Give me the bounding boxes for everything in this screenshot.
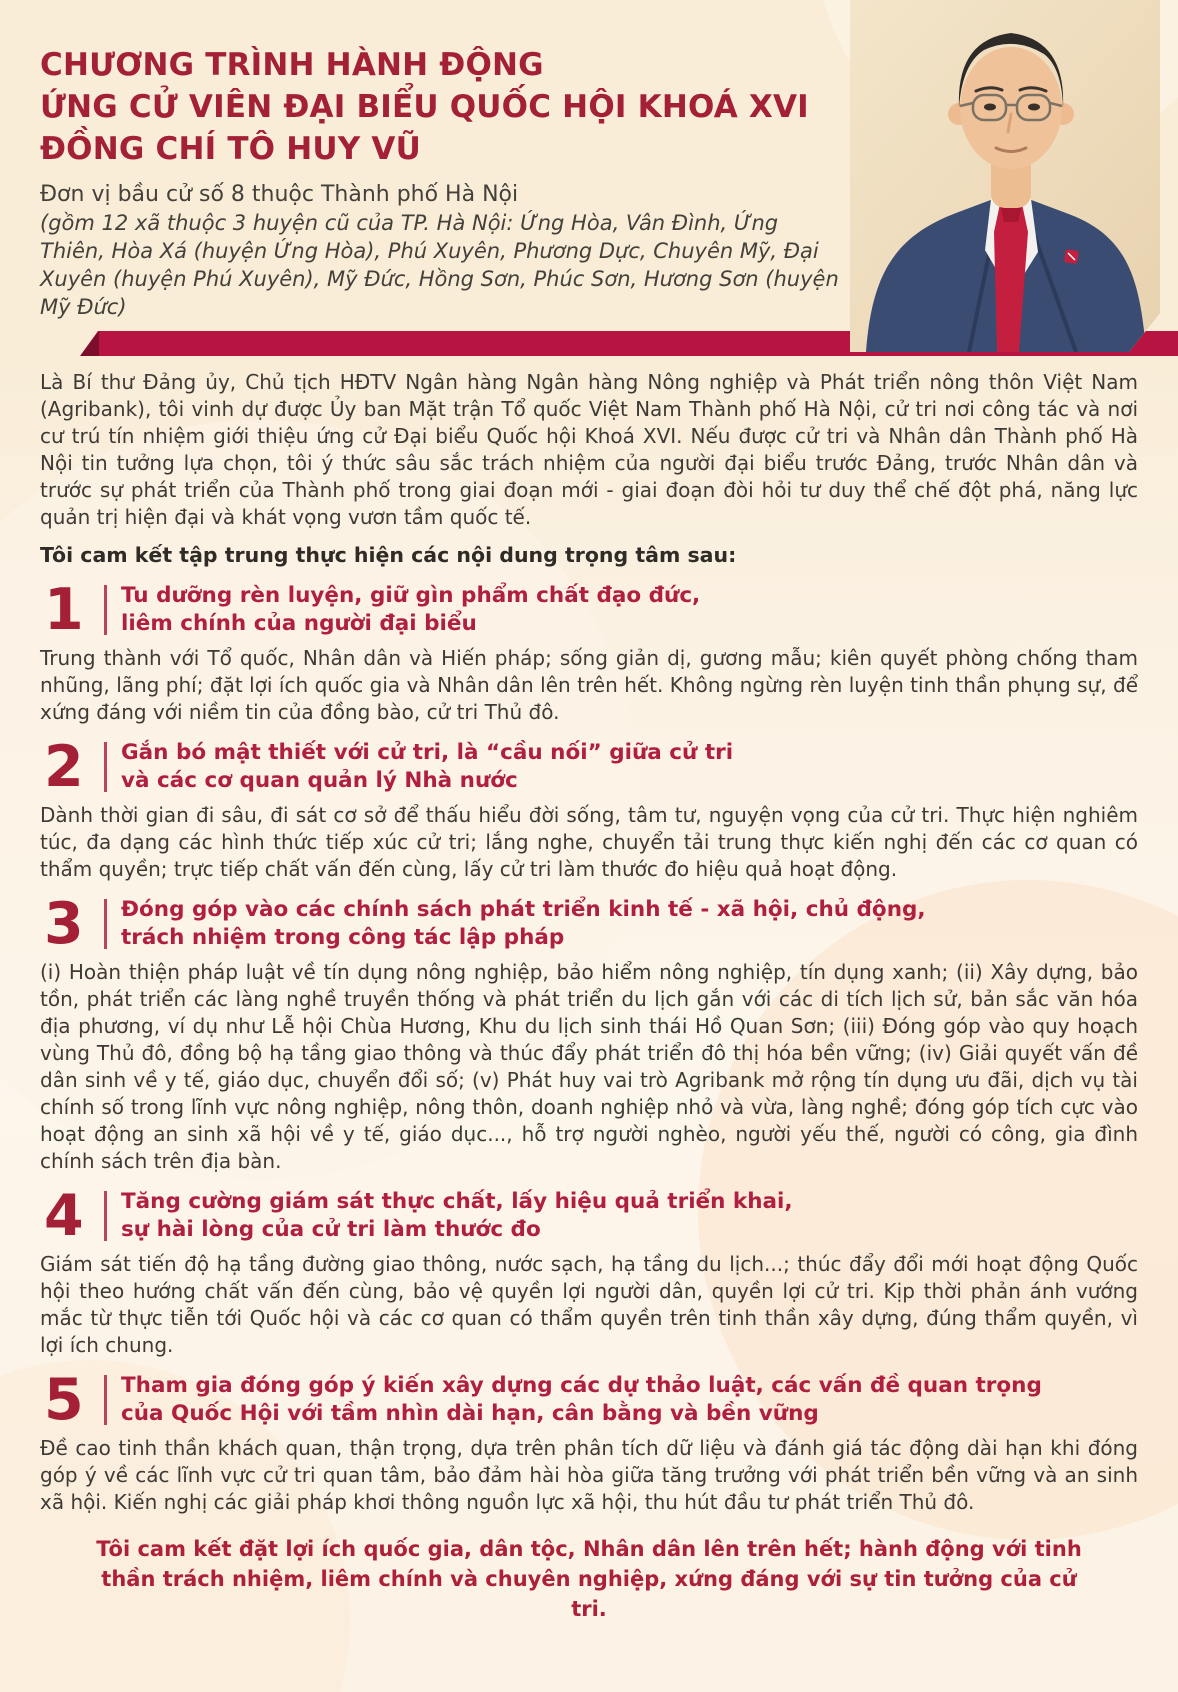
program-section-2: [40, 734, 1138, 883]
portrait-illustration: [850, 0, 1160, 352]
portrait-photo: [850, 0, 1160, 352]
section-title-line-2: liêm chính của người đại biểu: [121, 611, 477, 636]
page-title-line-1: CHƯƠNG TRÌNH HÀNH ĐỘNG: [40, 47, 544, 83]
section-title-line-2: và các cơ quan quản lý Nhà nước: [121, 768, 518, 793]
section-number: 5: [44, 1367, 84, 1433]
section-body: Dành thời gian đi sâu, đi sát cơ sở để thấu hiểu đời sống, tâm tư, nguyện vọng của cử tri. Thực hiện nghiêm túc, đa dạng các hình thức tiếp xúc cử tri; lắng nghe, chuyển tải trung thực kiến nghị đến các cơ quan có thẩm quyền; trực tiếp chất vấn đến cùng, lấy cử tri làm thước đo hiệu quả hoạt động.: [40, 803, 1138, 881]
section-number: 3: [44, 891, 84, 957]
intro-paragraph: Là Bí thư Đảng ủy, Chủ tịch HĐTV Ngân hàng Ngân hàng Nông nghiệp và Phát triển nông thôn Việt Nam (Agribank), tôi vinh dự được Ủy ban Mặt trận Tổ quốc Việt Nam Thành phố Hà Nội, cử tri nơi công tác và nơi cư trú tín nhiệm giới thiệu ứng cử Đại biểu Quốc hội Khoá XVI. Nếu được cử tri và Nhân dân Thành phố Hà Nội tin tưởng lựa chọn, tôi ý thức sâu sắc trách nhiệm của người đại biểu trước Đảng, trước Nhân dân và trước sự phát triển của Thành phố trong giai đoạn mới - giai đoạn đòi hỏi tư duy thể chế đột phá, năng lực quản trị hiện đại và khát vọng vươn tầm quốc tế.: [40, 370, 1138, 529]
section-title-line-1: Tu dưỡng rèn luyện, giữ gìn phẩm chất đạo đức,: [121, 583, 701, 608]
section-body: Giám sát tiến độ hạ tầng đường giao thông, nước sạch, hạ tầng du lịch...; thúc đẩy đổi mới hoạt động Quốc hội theo hướng chất vấn đến cùng, bảo vệ quyền lợi người dân, quyền lợi cử tri. Kịp thời phản ánh vướng mắc từ thực tiễn tới Quốc hội và các cơ quan có thẩm quyền trên tinh thần xây dựng, đúng thẩm quyền, vì lợi ích chung.: [40, 1252, 1138, 1357]
electoral-unit-detail: (gồm 12 xã thuộc 3 huyện cũ của TP. Hà Nội: Ứng Hòa, Vân Đình, Ứng Thiên, Hòa Xá (huyện Ứng Hòa), Phú Xuyên, Phương Dực, Chuyên Mỹ, Đại Xuyên (huyện Phú Xuyên), Mỹ Đức, Hồng Sơn, Phúc Sơn, Hương Sơn (huyện Mỹ Đức): [40, 211, 839, 319]
commitment-lead: Tôi cam kết tập trung thực hiện các nội dung trọng tâm sau:: [40, 543, 737, 567]
section-title-line-1: Gắn bó mật thiết với cử tri, là “cầu nối” giữa cử tri: [121, 740, 734, 765]
footer-pledge: Tôi cam kết đặt lợi ích quốc gia, dân tộc, Nhân dân lên trên hết; hành động với tinh thần trách nhiệm, liêm chính và chuyên nghiệp, xứng đáng với sự tin tưởng của cử tri.: [96, 1537, 1082, 1621]
bar-bevel: [80, 331, 99, 356]
section-title-line-2: sự hài lòng của cử tri làm thước đo: [121, 1217, 541, 1242]
section-heading: [40, 891, 1138, 957]
section-title-line-1: Đóng góp vào các chính sách phát triển kinh tế - xã hội, chủ động,: [121, 897, 926, 922]
page-title: [40, 44, 850, 170]
section-divider: [104, 1375, 107, 1425]
program-section-1: [40, 577, 1138, 726]
section-body: Trung thành với Tổ quốc, Nhân dân và Hiến pháp; sống giản dị, gương mẫu; kiên quyết phòng chống tham nhũng, lãng phí; đặt lợi ích quốc gia và Nhân dân lên trên hết. Không ngừng rèn luyện tinh thần phụng sự, để xứng đáng với niềm tin của đồng bào, cử tri Thủ đô.: [40, 646, 1138, 724]
program-section-3: [40, 891, 1138, 1175]
section-number: 4: [44, 1183, 84, 1249]
section-body: (i) Hoàn thiện pháp luật về tín dụng nông nghiệp, bảo hiểm nông nghiệp, tín dụng xanh; (ii) Xây dựng, bảo tồn, phát triển các làng nghề truyền thống và phát triển du lịch gắn với các di tích lịch sử, bản sắc văn hóa địa phương, ví dụ như Lễ hội Chùa Hương, Khu du lịch sinh thái Hồ Quan Sơn; (iii) Đóng góp vào quy hoạch vùng Thủ đô, đồng bộ hạ tầng giao thông và thúc đẩy phát triển đô thị hóa bền vững; (iv) Giải quyết vấn đề dân sinh về y tế, giáo dục, chuyển đổi số; (v) Phát huy vai trò Agribank mở rộng tín dụng ưu đãi, dịch vụ tài chính số trong lĩnh vực nông nghiệp, nông thôn, doanh nghiệp nhỏ và vừa, làng nghề; đóng góp tích cực vào hoạt động an sinh xã hội về y tế, giáo dục..., hỗ trợ người nghèo, người yếu thế, người có công, gia đình chính sách trên địa bàn.: [40, 960, 1138, 1173]
section-heading: [40, 1367, 1138, 1433]
section-title: [121, 1188, 793, 1244]
section-title-line-1: Tham gia đóng góp ý kiến xây dựng các dự thảo luật, các vấn đề quan trọng: [121, 1373, 1042, 1398]
section-divider: [104, 1191, 107, 1241]
page-title-line-3: ĐỒNG CHÍ TÔ HUY VŨ: [40, 131, 421, 167]
program-section-5: [40, 1367, 1138, 1516]
section-title: [121, 582, 700, 638]
section-heading: [40, 734, 1138, 800]
section-title-line-2: của Quốc Hội với tầm nhìn dài hạn, cân bằng và bền vững: [121, 1401, 819, 1426]
section-title-line-2: trách nhiệm trong công tác lập pháp: [121, 925, 565, 950]
section-title: [121, 896, 926, 952]
section-heading: [40, 577, 1138, 643]
section-heading: [40, 1183, 1138, 1249]
section-body: Đề cao tinh thần khách quan, thận trọng, dựa trên phân tích dữ liệu và đánh giá tác động dài hạn khi đóng góp ý về các lĩnh vực cử tri quan tâm, bảo đảm hài hòa giữa tăng trưởng với phát triển bền vững và an sinh xã hội. Kiến nghị các giải pháp khơi thông nguồn lực xã hội, thu hút đầu tư phát triển Thủ đô.: [40, 1436, 1138, 1514]
section-number: 2: [44, 734, 84, 800]
program-section-4: [40, 1183, 1138, 1359]
section-divider: [104, 899, 107, 949]
page-title-line-2: ỨNG CỬ VIÊN ĐẠI BIỂU QUỐC HỘI KHOÁ XVI: [40, 89, 809, 125]
main-content: [0, 369, 1178, 1624]
section-divider: [104, 742, 107, 792]
section-divider: [104, 585, 107, 635]
section-number: 1: [44, 577, 84, 643]
section-title: [121, 739, 733, 795]
electoral-unit: Đơn vị bầu cử số 8 thuộc Thành phố Hà Nội: [40, 182, 519, 207]
section-title: [121, 1372, 1042, 1428]
section-title-line-1: Tăng cường giám sát thực chất, lấy hiệu quả triển khai,: [121, 1189, 793, 1214]
header: [0, 0, 1178, 356]
